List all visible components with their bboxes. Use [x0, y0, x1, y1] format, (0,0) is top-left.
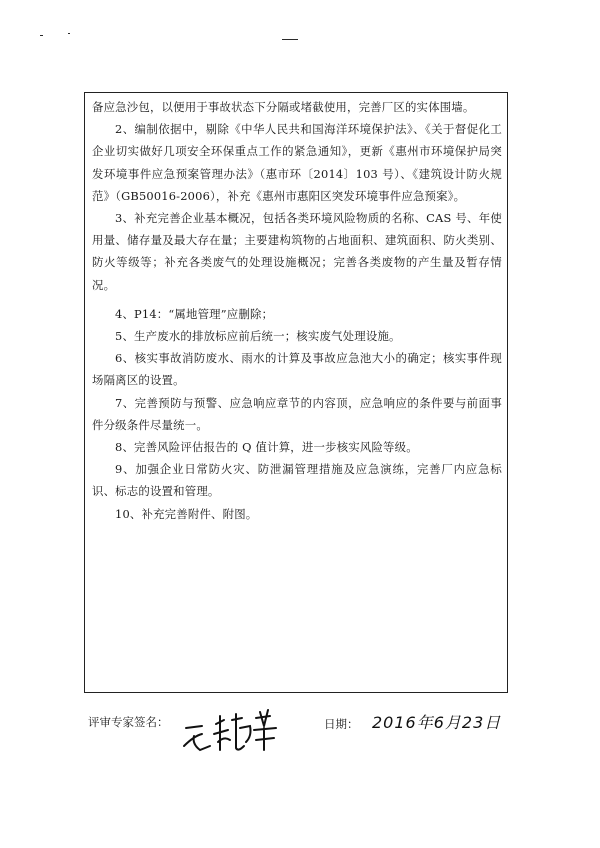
handwritten-signature [180, 706, 290, 756]
scan-speck [68, 33, 70, 34]
paragraph-item-5: 5、生产废水的排放标应前后统一；核实废气处理设施。 [115, 329, 401, 344]
paragraph-item-3: 3、补充完善企业基本概况，包括各类环境风险物质的名称、CAS 号、年使用量、储存量及最大存在量；主要建构筑物的占地面积、建筑面积、防火类别、防火等级等；补充各类废气的处理设施概况；完善各类废物的产生量及暂存情况。 [92, 211, 502, 292]
signature-label: 评审专家签名： [88, 715, 169, 729]
paragraph-item-10: 10、补充完善附件、附图。 [115, 506, 258, 521]
handwritten-date: 2016年6月23日 [372, 713, 502, 732]
paragraph-item-9: 9、加强企业日常防火灾、防泄漏管理措施及应急演练，完善厂内应急标识、标志的设置和管理。 [92, 462, 502, 499]
paragraph-item-6: 6、核实事故消防废水、雨水的计算及事故应急池大小的确定；核实事件现场隔离区的设置。 [92, 351, 502, 388]
review-comments [92, 96, 502, 525]
scan-speck [282, 39, 298, 40]
paragraph-continued: 备应急沙包，以便用于事故状态下分隔或堵截使用，完善厂区的实体围墙。 [92, 100, 475, 114]
paragraph-item-8: 8、完善风险评估报告的 Q 值计算，进一步核实风险等级。 [115, 440, 418, 455]
date-label: 日期： [324, 717, 359, 731]
scan-speck [40, 35, 43, 36]
paragraph-item-2: 2、编制依据中，剔除《中华人民共和国海洋环境保护法》、《关于督促化工企业切实做好几项安全环保重点工作的紧急通知》，更新《惠州市环境保护局突发环境事件应急预案管理办法》（惠市环〔2014〕103 号）、《建筑设计防火规范》（GB50016-2006），补充《惠州市惠阳区突发环境事件应急预案》。 [92, 122, 502, 203]
paragraph-item-4: 4、P14：“属地管理”应删除； [115, 306, 274, 321]
paragraph-item-7: 7、完善预防与预警、应急响应章节的内容顶，应急响应的条件要与前面事件分级条件尽量统一。 [92, 395, 502, 432]
